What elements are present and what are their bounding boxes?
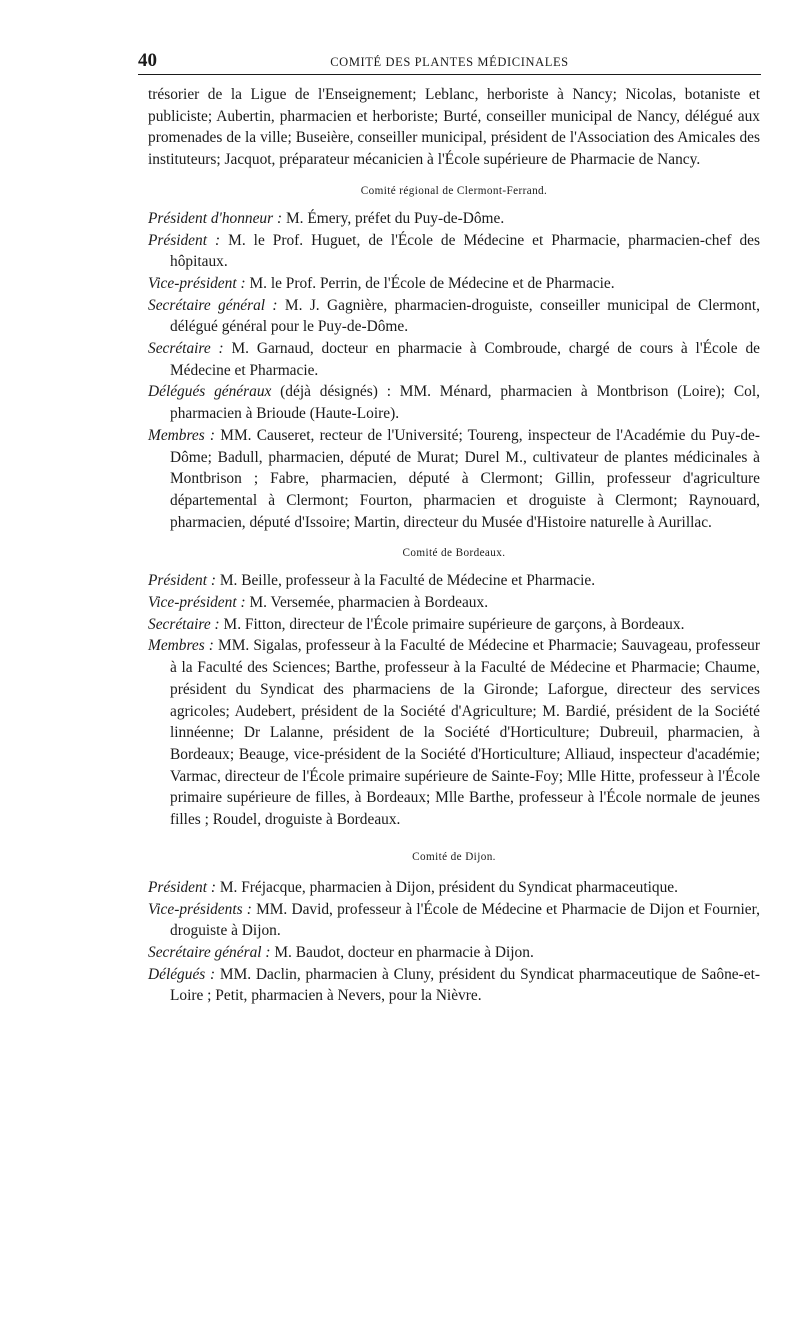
section-title-bordeaux: Comité de Bordeaux. (402, 547, 506, 560)
entry-membres: Membres : MM. Sigalas, professeur à la Faculté de Médecine et Pharmacie; Sauvageau, professeur à la Faculté des Sciences; Barthe, professeur à la Faculté de Médecine et Pharmacie; Chaume, président du Syndicat des pharmaciens de la Gironde; Laforgue, directeur des services agricoles; Audebert, président de la Société d'Agriculture; M. Bardié, président de la Société linnéenne; Dr Lalanne, président de la Société d'Horticulture; Dubreuil, pharmacien, à Bordeaux; Beauge, vice-président de la Société d'Horticulture; Alliaud, inspecteur d'académie; Varmac, directeur de l'École primaire supérieure de Sainte-Foy; Mlle Hitte, professeur à l'École primaire supérieure de filles, à Bordeaux; Mlle Barthe, professeur à l'École normale de jeunes filles ; Roudel, droguiste à Bordeaux. (148, 637, 760, 829)
section-title-clermont: Comité régional de Clermont-Ferrand. (360, 184, 548, 197)
entry-secretaire: Secrétaire : M. Fitton, directeur de l'École primaire supérieure de garçons, à Bordeaux. (148, 615, 685, 633)
page-body (148, 84, 760, 1007)
entry-secretaire-general: Secrétaire général : M. Baudot, docteur en pharmacie à Dijon. (148, 943, 534, 961)
running-head: COMITÉ DES PLANTES MÉDICINALES (330, 55, 569, 69)
section-title-dijon: Comité de Dijon. (412, 850, 496, 863)
page-number: 40 (138, 50, 157, 71)
entry-secretaire-general: Secrétaire général : M. J. Gagnière, pharmacien-droguiste, conseiller municipal de Clermont, délégué général pour le Puy-de-Dôme. (148, 296, 760, 336)
entry-vice-presidents: Vice-présidents : MM. David, professeur à l'École de Médecine et Pharmacie de Dijon et Fournier, droguiste à Dijon. (148, 900, 760, 940)
entry-president: Président : M. le Prof. Huguet, de l'École de Médecine et Pharmacie, pharmacien-chef des hôpitaux. (148, 231, 760, 271)
entry-membres: Membres : MM. Causeret, recteur de l'Université; Toureng, inspecteur de l'Académie du Puy-de-Dôme; Badull, pharmacien, député de Murat; Durel M., cultivateur de plantes médicinales à Montbrison ; Fabre, pharmacien, député à Clermont; Gillin, professeur d'agriculture départemental à Clermont; Fourton, pharmacien et droguiste à Clermont; Raynouard, pharmacien, député d'Issoire; Martin, directeur du Musée d'Histoire naturelle à Aurillac. (148, 426, 760, 531)
entry-delegues-generaux: Délégués généraux (déjà désignés) : MM. Ménard, pharmacien à Montbrison (Loire); Col, pharmacien à Brioude (Haute-Loire). (148, 383, 760, 423)
entry-delegues: Délégués : MM. Daclin, pharmacien à Cluny, président du Syndicat pharmaceutique de Saône-et-Loire ; Petit, pharmacien à Nevers, pour la Nièvre. (148, 965, 760, 1005)
entry-president: Président : M. Fréjacque, pharmacien à Dijon, président du Syndicat pharmaceutique. (148, 878, 678, 896)
entry-vice-president: Vice-président : M. Versemée, pharmacien à Bordeaux. (148, 594, 489, 612)
entry-president: Président : M. Beille, professeur à la Faculté de Médecine et Pharmacie. (148, 572, 596, 590)
entry-president-honneur: Président d'honneur : M. Émery, préfet du Puy-de-Dôme. (148, 209, 505, 227)
page-header (138, 48, 761, 75)
entry-secretaire: Secrétaire : M. Garnaud, docteur en pharmacie à Combroude, chargé de cours à l'École de Médecine et Pharmacie. (148, 340, 760, 379)
entry-vice-president: Vice-président : M. le Prof. Perrin, de l'École de Médecine et de Pharmacie. (148, 274, 615, 292)
intro-paragraph: trésorier de la Ligue de l'Enseignement; Leblanc, herboriste à Nancy; Nicolas, botaniste et publiciste; Aubertin, pharmacien et herboriste; Burté, conseiller municipal de Nancy, délégué aux promenades de la ville; Buseière, conseiller municipal, président de l'Association des Amicales des instituteurs; Jacquot, préparateur mécanicien à l'École supérieure de Pharmacie de Nancy. (148, 86, 760, 169)
